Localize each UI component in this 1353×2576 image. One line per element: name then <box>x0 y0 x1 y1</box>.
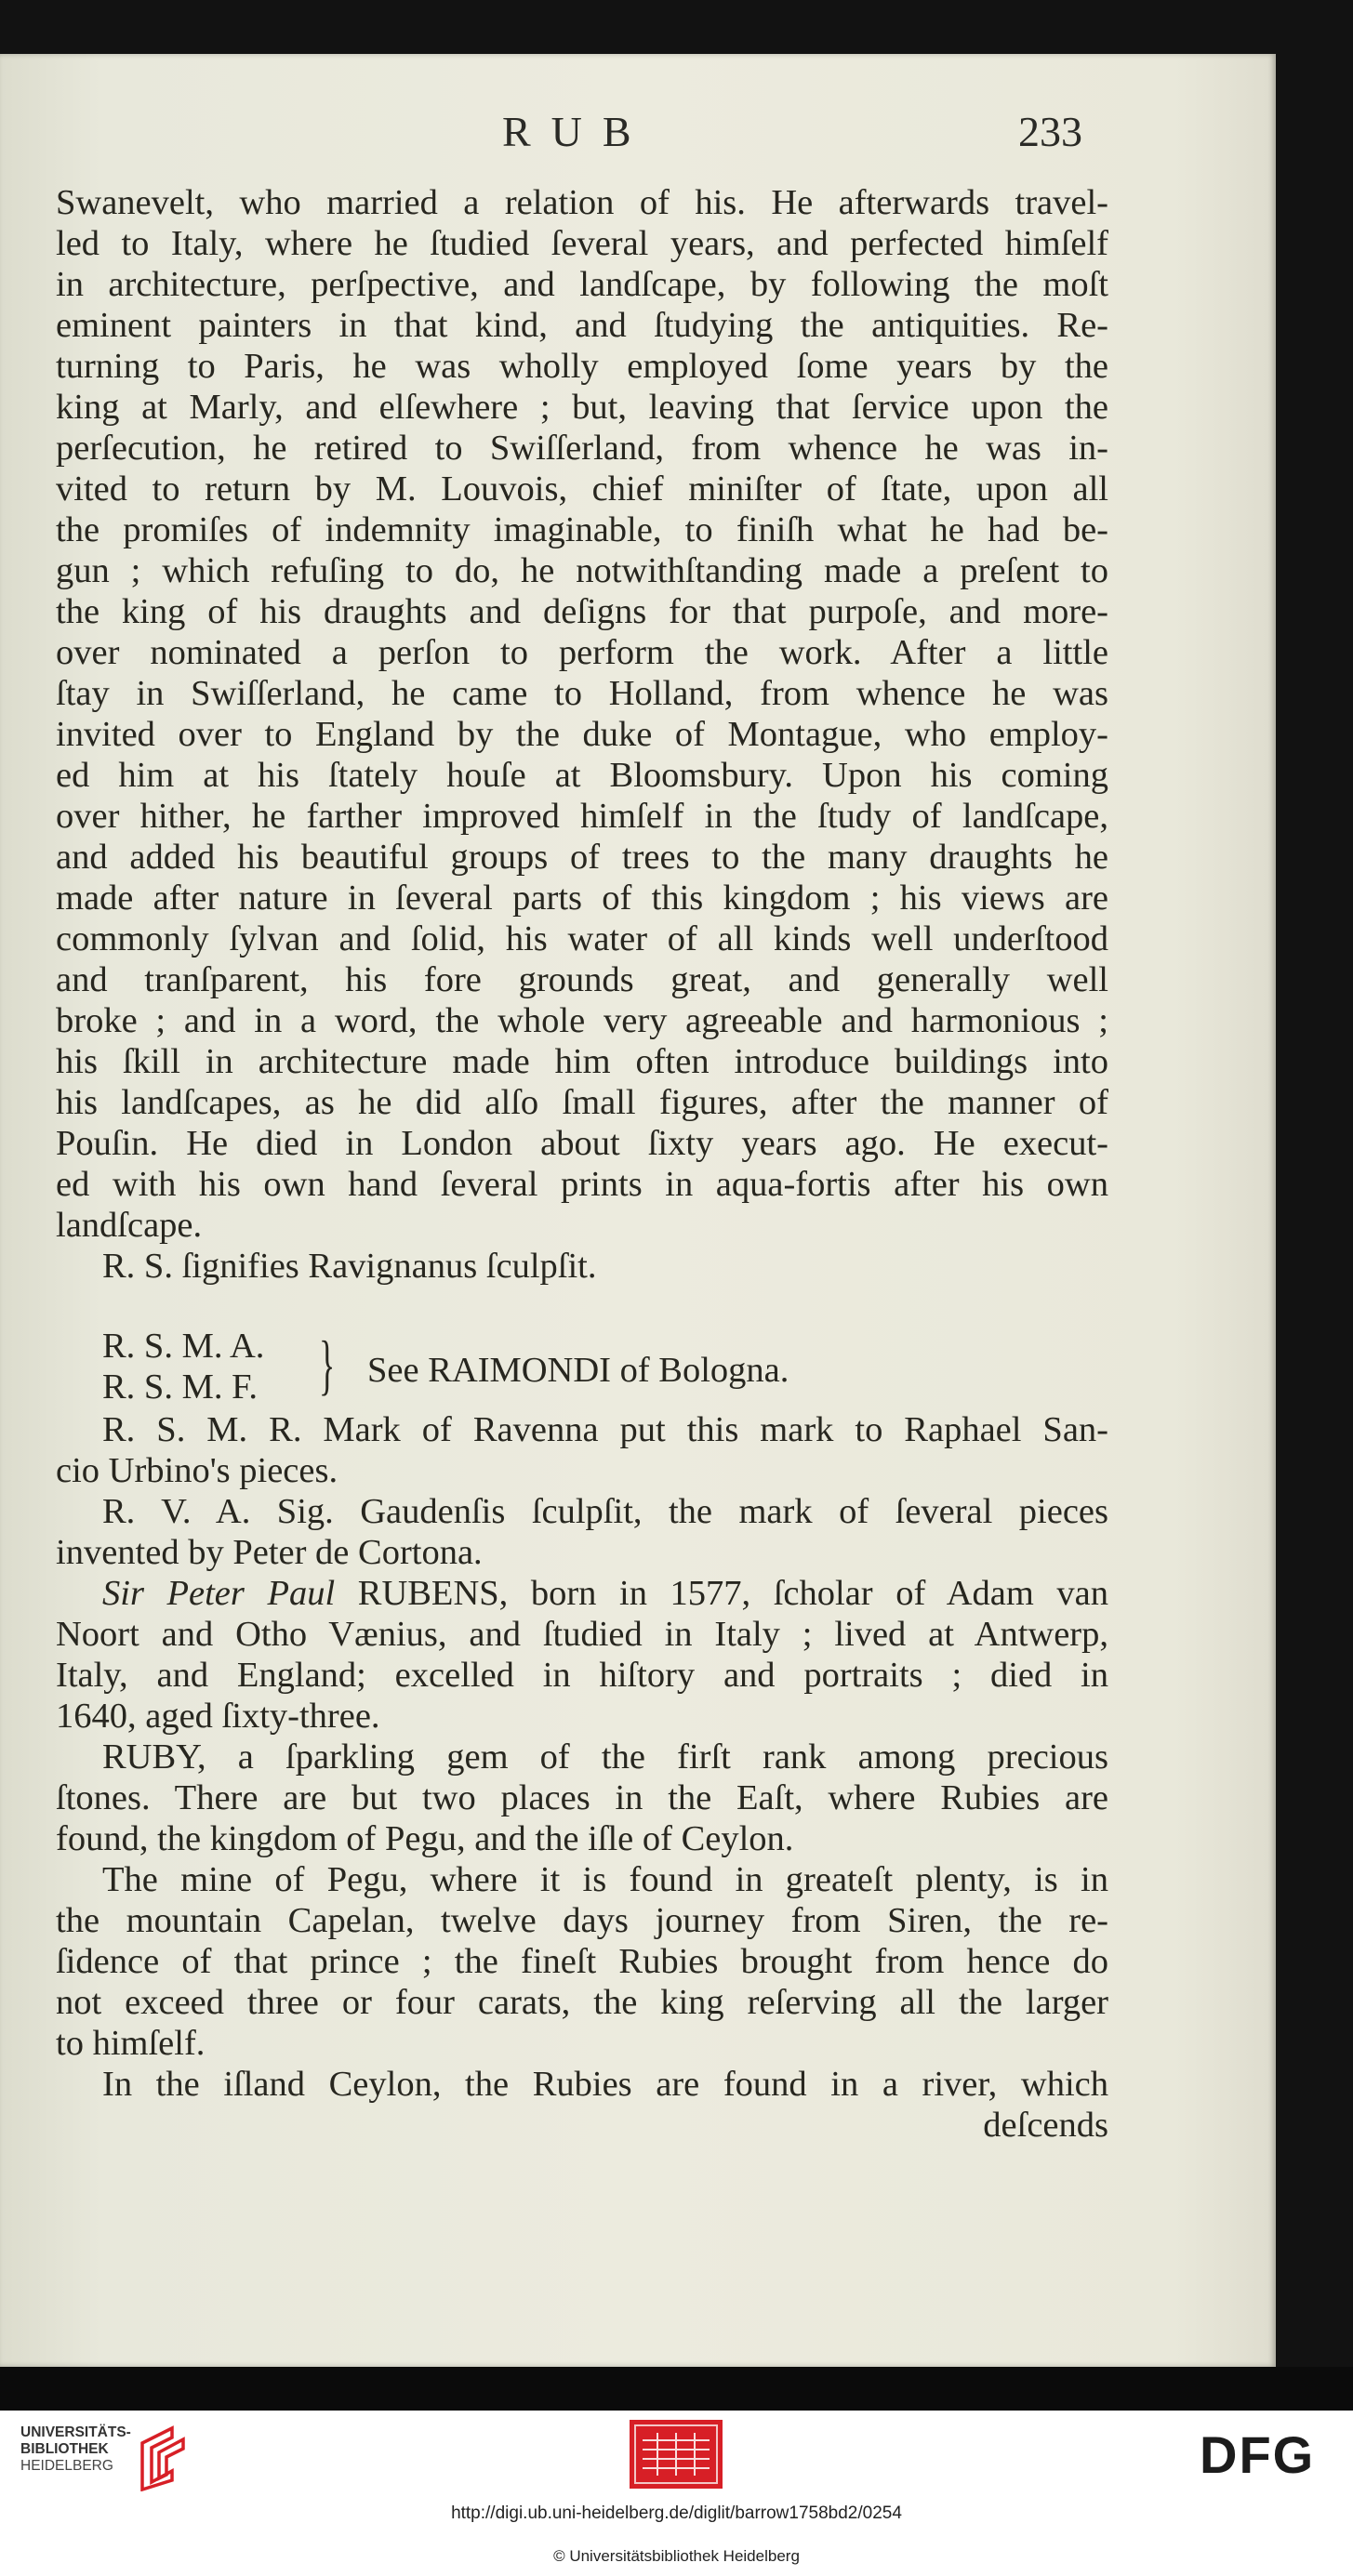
page-number: 233 <box>1018 108 1082 155</box>
text-line: ed with his own hand ſeveral prints in aqua-fortis after his own <box>56 1165 1108 1204</box>
catchword: deſcends <box>983 2106 1108 2145</box>
text-line: Swanevelt, who married a relation of his. He afterwards travel- <box>56 183 1108 222</box>
text-line: broke ; and in a word, the whole very agreeable and harmonious ; <box>56 1001 1108 1040</box>
entry-rva-cont: invented by Peter de Cortona. <box>56 1533 483 1572</box>
text-line: Pouſin. He died in London about ſixty years ago. He execut- <box>56 1124 1108 1163</box>
text-line: and tranſparent, his fore grounds great, and generally well <box>56 960 1108 999</box>
entry-rsma-rsmf <box>102 1326 1032 1409</box>
paragraph-pegu-cont: not exceed three or four carats, the king reſerving all the larger <box>56 1983 1108 2022</box>
text-line: his landſcapes, as he did alſo ſmall figures, after the manner of <box>56 1083 1108 1122</box>
ub-line2: BIBLIOTHEK <box>20 2441 109 2457</box>
entry-rva: R. V. A. Sig. Gaudenſis ſculpſit, the mark of ſeveral pieces <box>102 1492 1108 1531</box>
scan-bottom-strip <box>0 2367 1353 2411</box>
entry-rubens-cont: Italy, and England; excelled in hiſtory and portraits ; died in <box>56 1656 1108 1695</box>
entry-rsma: R. S. M. A. <box>102 1327 265 1366</box>
permalink-url[interactable]: http://digi.ub.uni-heidelberg.de/diglit/barrow1758bd2/0254 <box>451 2503 902 2523</box>
see-raimondi: See RAIMONDI of Bologna. <box>367 1351 789 1390</box>
dfg-logo[interactable]: DFG <box>1200 2425 1316 2484</box>
text-line: the promiſes of indemnity imaginable, to finiſh what he had be- <box>56 510 1108 549</box>
entry-ruby: RUBY, a ſparkling gem of the firſt rank among precious <box>102 1737 1108 1777</box>
running-head: RUB <box>502 108 652 155</box>
text-line: commonly ſylvan and ſolid, his water of all kinds well underſtood <box>56 919 1108 958</box>
ub-line3: HEIDELBERG <box>20 2458 113 2474</box>
text-line: gun ; which refuſing to do, he notwithſtanding made a preſent to <box>56 551 1108 590</box>
entry-rsmf: R. S. M. F. <box>102 1367 259 1407</box>
entry-ruby-cont: ſtones. There are but two places in the Eaſt, where Rubies are <box>56 1778 1108 1817</box>
entry-rubens <box>102 1573 1108 1614</box>
paragraph-pegu-cont: the mountain Capelan, twelve days journey from Siren, the re- <box>56 1901 1108 1940</box>
text-line: ſtay in Swiſſerland, he came to Holland, from whence he was <box>56 674 1108 713</box>
paragraph-pegu-cont: to himſelf. <box>56 2024 206 2063</box>
entry-rubens-cont: 1640, aged ſixty-three. <box>56 1697 380 1736</box>
text-line: and added his beautiful groups of trees to the many draughts he <box>56 838 1108 877</box>
epistemic-logo-icon[interactable] <box>630 2420 723 2489</box>
brace-mark: } <box>319 1328 336 1402</box>
text-line: his ſkill in architecture made him often introduce buildings into <box>56 1042 1108 1081</box>
text-line: led to Italy, where he ſtudied ſeveral years, and perfected himſelf <box>56 224 1108 263</box>
text-line: over hither, he farther improved himſelf in the ſtudy of landſcape, <box>56 797 1108 836</box>
text-line: turning to Paris, he was wholly employed ſome years by the <box>56 347 1108 386</box>
text-line: invited over to England by the duke of Montague, who employ- <box>56 715 1108 754</box>
text-line: landſcape. <box>56 1206 203 1245</box>
text-line: vited to return by M. Louvois, chief miniſter of ſtate, upon all <box>56 469 1108 509</box>
entry-rsmr-cont: cio Urbino's pieces. <box>56 1451 338 1490</box>
rubens-line1: RUBENS, born in 1577, ſcholar of Adam van <box>335 1574 1108 1613</box>
copyright-notice: © Universitätsbibliothek Heidelberg <box>553 2547 800 2565</box>
entry-ruby-cont: found, the kingdom of Pegu, and the iſle of Ceylon. <box>56 1819 794 1858</box>
text-line: king at Marly, and elſewhere ; but, leaving that ſervice upon the <box>56 388 1108 427</box>
text-line: over nominated a perſon to perform the work. After a little <box>56 633 1108 672</box>
text-line: ed him at his ſtately houſe at Bloomsbury. Upon his coming <box>56 756 1108 795</box>
epistemic-logo-graphic <box>630 2420 723 2489</box>
text-line: made after nature in ſeveral parts of this kingdom ; his views are <box>56 878 1108 918</box>
paragraph-pegu: The mine of Pegu, where it is found in greateſt plenty, is in <box>102 1860 1108 1899</box>
ub-heidelberg-wordmark[interactable] <box>20 2424 131 2475</box>
entry-rubens-cont: Noort and Otho Vænius, and ſtudied in Italy ; lived at Antwerp, <box>56 1615 1108 1654</box>
rubens-name-italic: Sir Peter Paul <box>102 1574 336 1613</box>
text-line: perſecution, he retired to Swiſſerland, from whence he was in- <box>56 429 1108 468</box>
ub-line1: UNIVERSITÄTS- <box>20 2424 131 2440</box>
entry-rsmr: R. S. M. R. Mark of Ravenna put this mark to Raphael San- <box>102 1410 1108 1449</box>
paragraph-pegu-cont: ſidence of that prince ; the fineſt Rubies brought from hence do <box>56 1942 1108 1981</box>
text-line: in architecture, perſpective, and landſcape, by following the moſt <box>56 265 1108 304</box>
ub-heidelberg-logo-icon[interactable] <box>135 2424 191 2491</box>
text-line: eminent painters in that kind, and ſtudying the antiquities. Re- <box>56 306 1108 345</box>
entry-rs: R. S. ſignifies Ravignanus ſculpſit. <box>102 1247 597 1286</box>
text-line: the king of his draughts and deſigns for that purpoſe, and more- <box>56 592 1108 631</box>
paragraph-ceylon: In the iſland Ceylon, the Rubies are found in a river, which <box>102 2065 1108 2104</box>
